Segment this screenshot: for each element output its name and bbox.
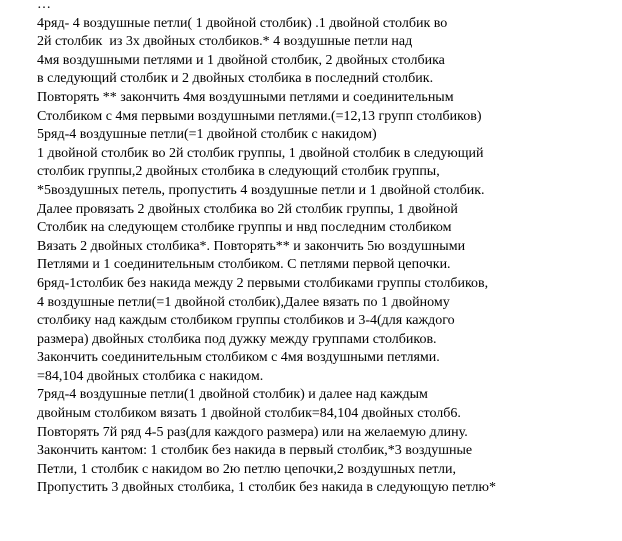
text-line: 5ряд-4 воздушные петли(=1 двойной столбик с накидом) <box>37 127 377 143</box>
text-line: Столбиком с 4мя первыми воздушными петлями.(=12,13 групп столбиков) <box>37 108 482 124</box>
text-line: столбик группы,2 двойных столбика в следующий столбик группы, <box>37 164 440 180</box>
text-line: 1 двойной столбик во 2й столбик группы, 1 двойной столбик в следующий <box>37 145 484 161</box>
text-line: двойным столбиком вязать 1 двойной столбик=84,104 двойных столб6. <box>37 406 461 422</box>
text-line: Закончить кантом: 1 столбик без накида в первый столбик,*3 воздушные <box>37 443 473 459</box>
text-line: Закончить соединительным столбиком с 4мя воздушными петлями. <box>37 350 440 366</box>
text-line: 4 воздушные петли(=1 двойной столбик),Далее вязать по 1 двойному <box>37 294 450 310</box>
text-line: Петлями и 1 соединительным столбиком. С петлями первой цепочки. <box>37 257 451 273</box>
text-line: Пропустить 3 двойных столбика, 1 столбик без накида в следующую петлю* <box>37 480 496 496</box>
text-line: в следующий столбик и 2 двойных столбика в последний столбик. <box>37 71 434 87</box>
text-line: Петли, 1 столбик с накидом во 2ю петлю цепочки,2 воздушных петли, <box>37 461 456 477</box>
text-line: столбику над каждым столбиком группы столбиков и 3-4(для каждого <box>37 313 455 329</box>
text-line: =84,104 двойных столбика с накидом. <box>37 368 264 384</box>
text-line: Вязать 2 двойных столбика*. Повторять** и закончить 5ю воздушными <box>37 238 466 254</box>
text-line: Повторять 7й ряд 4-5 раз(для каждого размера) или на желаемую длину. <box>37 424 468 440</box>
text-line: 2й столбик из 3х двойных столбиков.* 4 воздушные петли над <box>37 34 413 50</box>
text-line: 7ряд-4 воздушные петли(1 двойной столбик) и далее над каждым <box>37 387 428 403</box>
text-line: 6ряд-1столбик без накида между 2 первыми столбиками группы столбиков, <box>37 275 489 291</box>
text-line: размера) двойных столбика под дужку между группами столбиков. <box>37 331 437 347</box>
text-line: Повторять ** закончить 4мя воздушными петлями и соединительным <box>37 89 454 105</box>
text-line: *5воздушных петель, пропустить 4 воздушные петли и 1 двойной столбик. <box>37 182 485 198</box>
text-line: 4мя воздушными петлями и 1 двойной столбик, 2 двойных столбика <box>37 52 445 68</box>
text-line: … <box>37 0 51 12</box>
document-body <box>37 0 622 498</box>
text-line: Далее провязать 2 двойных столбика во 2й столбик группы, 1 двойной <box>37 201 458 217</box>
text-line: Столбик на следующем столбике группы и нвд последним столбиком <box>37 220 452 236</box>
text-line: 4ряд- 4 воздушные петли( 1 двойной столбик) .1 двойной столбик во <box>37 15 448 31</box>
